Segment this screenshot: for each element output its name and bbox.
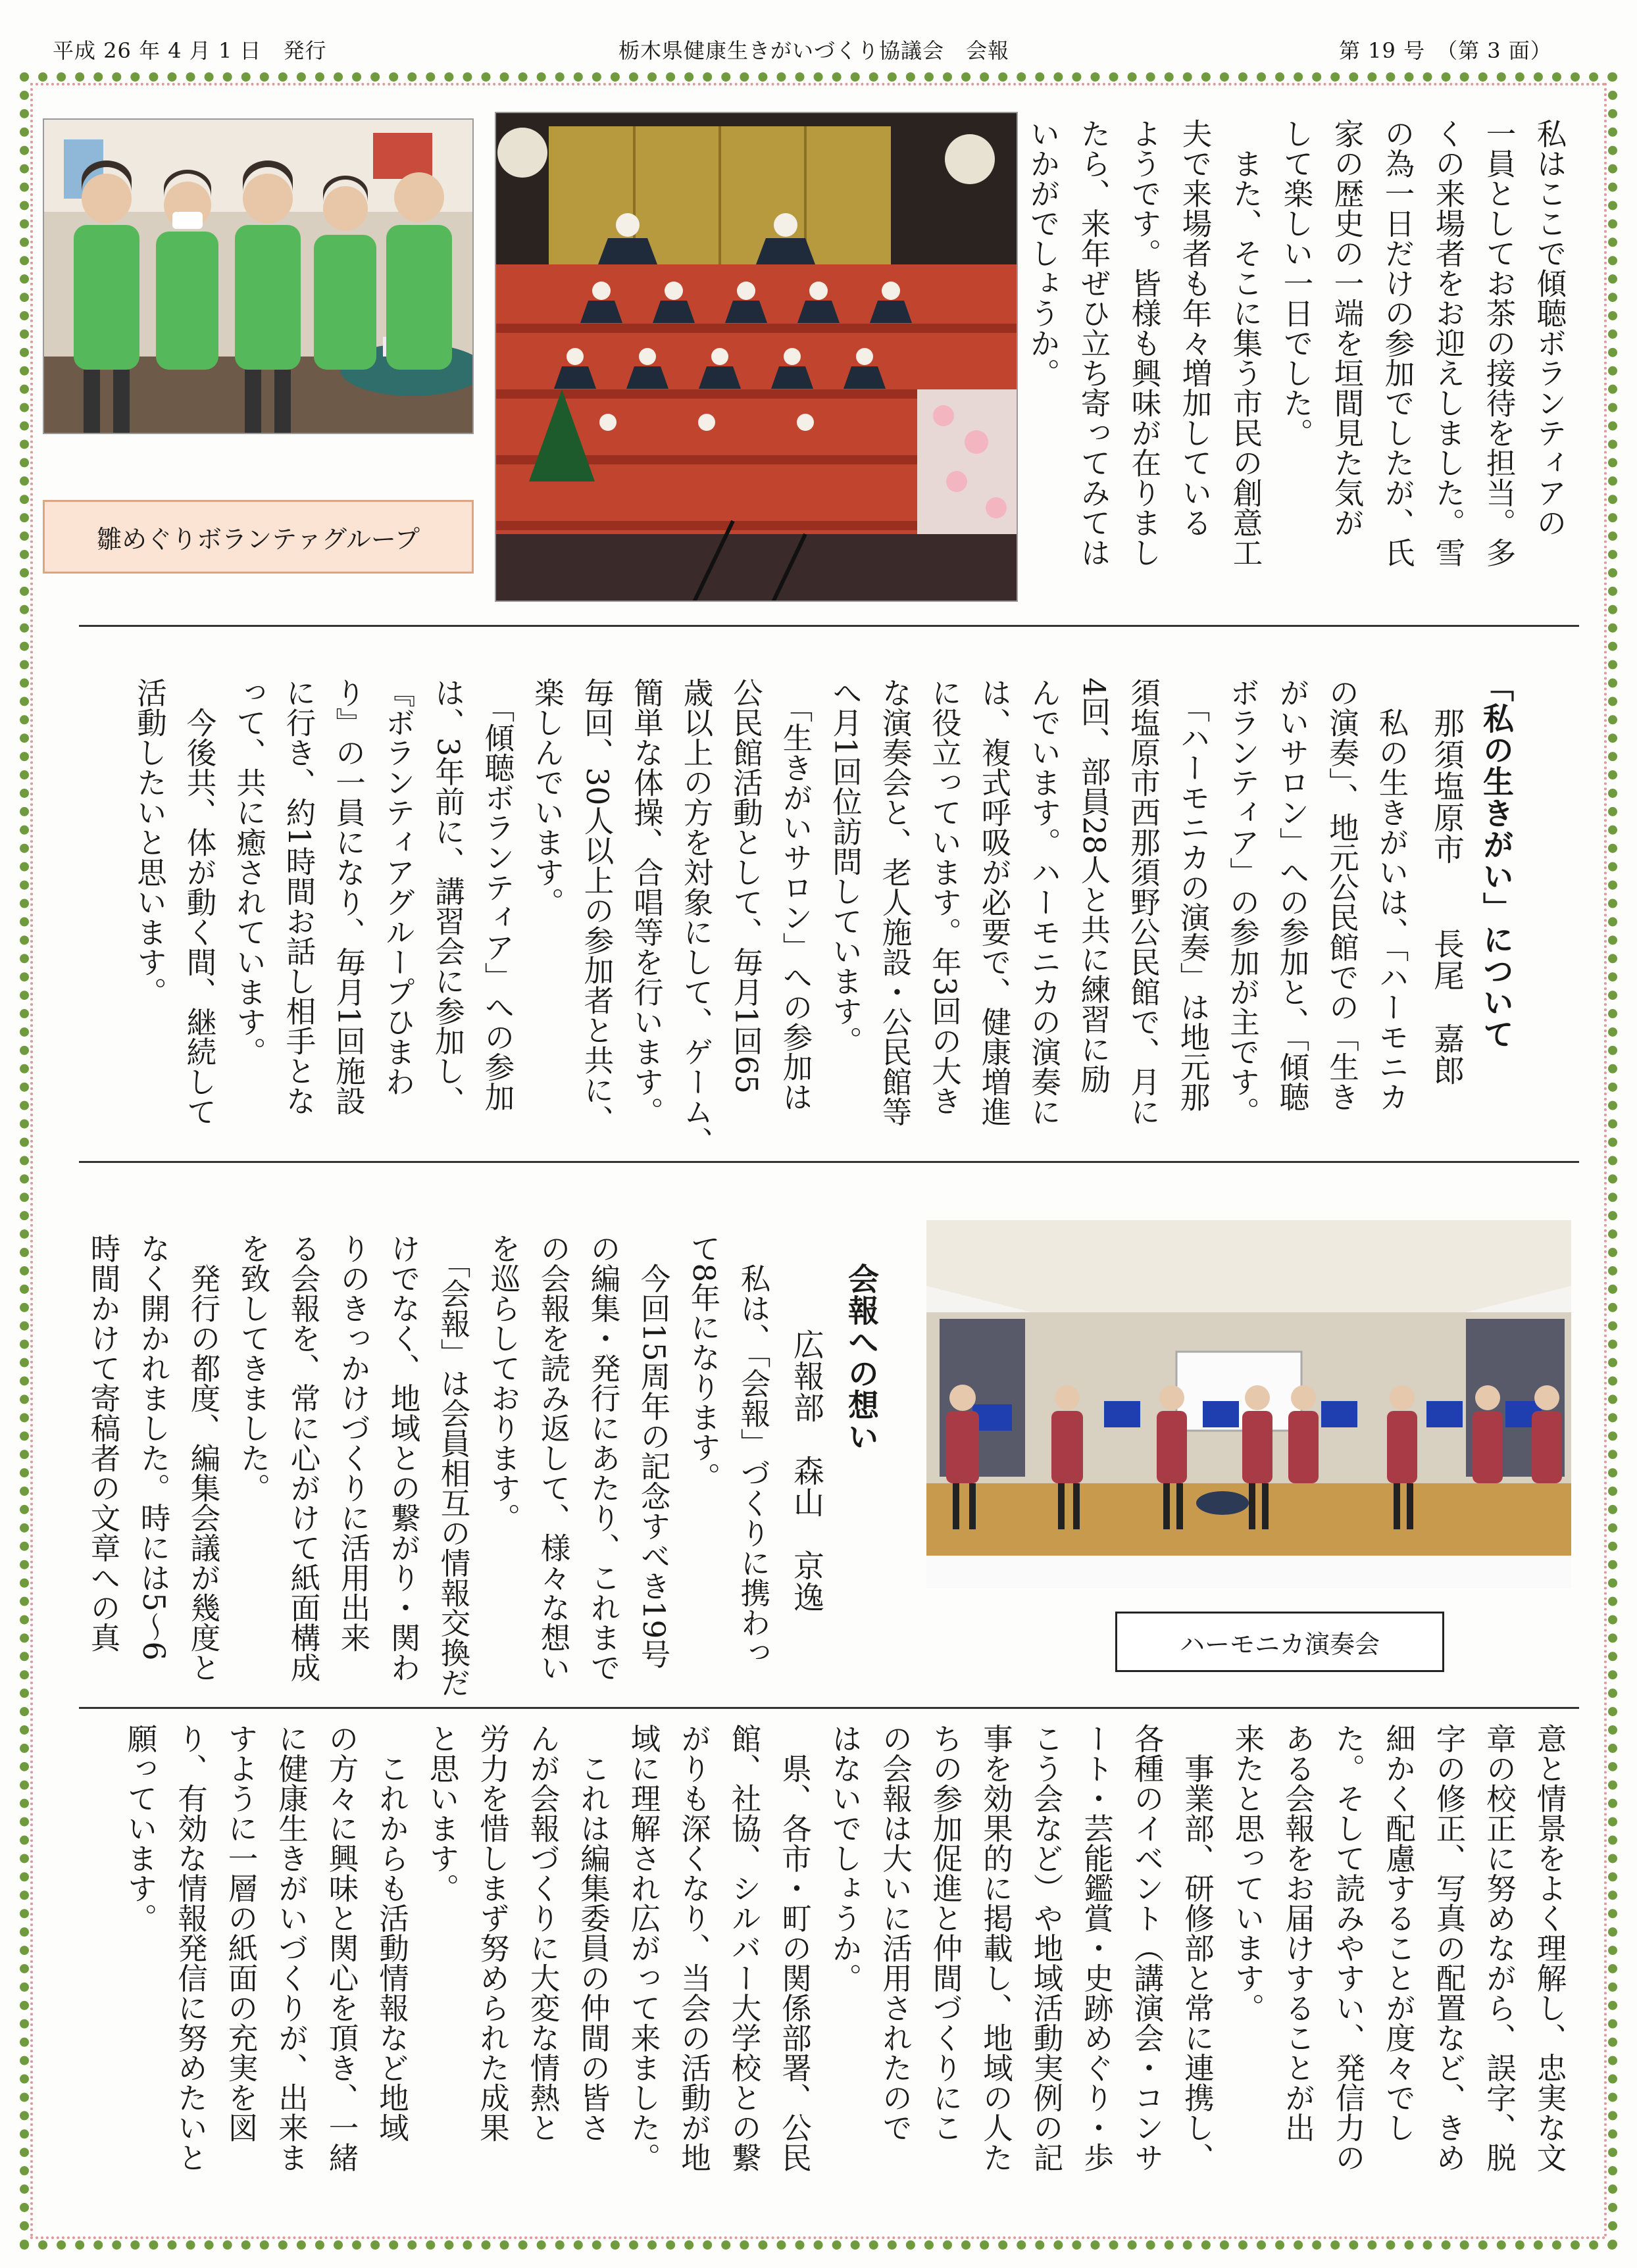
article2-line: へ月1回位訪問しています。 [828, 678, 863, 1056]
article3-line: 今回15周年の記念すべき19号 [636, 1233, 671, 1669]
article3-line: を巡らしております。 [486, 1233, 521, 1533]
article3-line: 時間かけて寄稿者の文章への真 [86, 1233, 121, 1652]
article1-line: の為一日だけの参加でしたが、氏 [1380, 118, 1415, 568]
article2-line: 「ハーモニカの演奏」は地元那 [1176, 678, 1211, 1112]
article2-line: 4回、部員28人と共に練習に励 [1076, 678, 1111, 1094]
article3-line: 私は、「会報」づくりに携わっ [736, 1233, 771, 1667]
article2-line: 今後共、体が動く間、継続して [182, 678, 217, 1127]
article3-line: ちの参加促進と仲間づくりにこ [928, 1723, 963, 2142]
article3-line: これからも活動情報など地域 [374, 1723, 410, 2142]
article2-line: 「生きがいサロン」への参加は [778, 678, 813, 1112]
volunteer-group-photo [43, 118, 474, 434]
article3-line: ート・芸能鑑賞・史跡めぐり・歩 [1079, 1723, 1115, 2173]
article2-line: ボランティア」の参加が主です。 [1225, 678, 1261, 1127]
article3-author: 広報部 森山 京逸 [788, 1329, 824, 1613]
article2-line: の演奏」、地元公民館での「生き [1324, 678, 1360, 1112]
article3-line: 来たと思っています。 [1230, 1723, 1265, 2023]
article2-line: 公民館活動として、毎月1回65 [728, 678, 764, 1094]
article2-author: 那須塩原市 長尾 嘉郎 [1428, 707, 1465, 1086]
article3-line: り、有効な情報発信に努めたいと [173, 1723, 209, 2173]
article2-line: は、3年前に、講習会に参加し、 [430, 678, 466, 1116]
photo-caption-harmonica-concert: ハーモニカ演奏会 [1115, 1612, 1444, 1672]
article2-line: 毎回、30人以上の参加者と共に、 [580, 678, 615, 1135]
article2-line: 「傾聴ボランティア」への参加 [480, 678, 515, 1112]
section-divider [79, 625, 1579, 627]
article3-line: 「会報」は会員相互の情報交換だ [436, 1233, 471, 1698]
newsletter-title: 栃木県健康生きがいづくり協議会 会報 [618, 38, 1010, 63]
article2-line: 活動したいと思います。 [132, 678, 168, 1007]
article3-line: がりも深くなり、当会の活動が地 [676, 1723, 712, 2173]
article1-line: 夫で来場者も年々増加している [1178, 118, 1213, 537]
article2-line: 楽しんでいます。 [530, 678, 565, 917]
harmonica-concert-photo [926, 1220, 1571, 1589]
article2-line: 歳以上の方を対象にして、ゲーム、 [679, 678, 714, 1156]
article1-line: して楽しい一日でした。 [1279, 118, 1314, 448]
article3-line: る会報を、常に心がけて紙面構成 [286, 1233, 321, 1683]
hina-doll-display-image [496, 113, 1018, 602]
article2-line: 簡単な体操、合唱等を行います。 [629, 678, 665, 1127]
article3-line: 館、社協、シルバー大学校との繋 [727, 1723, 762, 2173]
article1-line: 私はここで傾聴ボランティアの [1532, 118, 1567, 537]
issue-date: 平成 26 年 4 月 1 日 発行 [53, 38, 327, 63]
article2-line: 『ボランティアグループひまわ [381, 678, 416, 1097]
article3-line: た。そして読みやすい、発信力の [1331, 1723, 1366, 2173]
article3-line: 章の校正に努めながら、誤字、脱 [1482, 1723, 1517, 2173]
article3-line: すように一層の紙面の充実を図 [224, 1723, 259, 2142]
article3-line: と思います。 [425, 1723, 460, 1903]
article3-title: 会報への想い [843, 1263, 879, 1452]
section-divider [79, 1161, 1579, 1163]
article2-line: り』の一員になり、毎月1回施設 [331, 678, 366, 1116]
article3-line: の方々に興味と関心を頂き、一緒 [324, 1723, 359, 2173]
article3-line: 各種のイベント（講演会・コンサ [1130, 1723, 1165, 2173]
article3-line: の編集・発行にあたり、これまで [586, 1233, 621, 1683]
article3-line: 県、各市・町の関係部署、公民 [777, 1723, 813, 2173]
article3-line: 域に理解され広がって来ました。 [626, 1723, 661, 2173]
article2-line: んでいます。ハーモニカの演奏に [1026, 678, 1062, 1127]
article3-line: 細かく配慮することが度々でし [1381, 1723, 1417, 2142]
harmonica-concert-image [926, 1220, 1571, 1589]
photo-caption-hina-volunteers: 雛めぐりボランテァグループ [43, 500, 474, 574]
article1-line: くの来場者をお迎えしました。雪 [1431, 118, 1466, 568]
article3-line: ある会報をお届けすることが出 [1280, 1723, 1316, 2142]
article3-line: 願っています。 [123, 1723, 158, 1933]
article2-line: って、共に癒されています。 [232, 678, 267, 1067]
article3-line: の会報は大いに活用されたので [878, 1723, 913, 2142]
article3-line: て8年になります。 [686, 1233, 721, 1492]
article3-line: を致してきました。 [236, 1233, 271, 1503]
article3-line: なく開かれました。時には5～6 [136, 1233, 171, 1661]
article3-line: りのきっかけづくりに活用出来 [336, 1233, 371, 1652]
article3-line: 発行の都度、編集会議が幾度と [186, 1233, 221, 1683]
hina-doll-display-photo [495, 112, 1018, 602]
article3-line: んが会報づくりに大変な情熱と [526, 1723, 561, 2142]
article1-line: 一員としてお茶の接待を担当。多 [1482, 118, 1517, 568]
article2-line: な演奏会と、老人施設・公民館等 [878, 678, 913, 1127]
article2-title: 「私の生きがい」について [1478, 671, 1514, 1050]
article2-line: に行き、約1時間お話し相手とな [282, 678, 316, 1116]
article3-line: こう会など）や地域活動実例の記 [1029, 1723, 1064, 2173]
article3-line: 労力を惜しまず努められた成果 [475, 1723, 511, 2142]
article1-line: たら、来年ぜひ立ち寄ってみては [1076, 118, 1111, 568]
issue-number: 第 19 号 （第 3 面） [1339, 38, 1552, 63]
article1-line: また、そこに集う市民の創意工 [1228, 118, 1263, 568]
article3-line: の会報を読み返して、様々な想い [536, 1233, 571, 1683]
article3-line: 字の修正、写真の配置など、きめ [1432, 1723, 1467, 2173]
article3-line: はないでしょうか。 [828, 1723, 863, 1993]
article3-line: これは編集委員の仲間の皆さ [576, 1723, 611, 2142]
article1-line: 家の歴史の一端を垣間見た気が [1330, 118, 1365, 537]
article2-line: 私の生きがいは、「ハーモニカ [1374, 678, 1409, 1112]
article1-line: いかがでしょうか。 [1026, 118, 1061, 388]
article3-line: に健康生きがいづくりが、出来ま [274, 1723, 309, 2173]
article2-line: に役立っています。年3回の大き [927, 678, 963, 1116]
article3-line: 事を効果的に掲載し、地域の人た [978, 1723, 1014, 2173]
article3-line: 意と情景をよく理解し、忠実な文 [1532, 1723, 1567, 2173]
article3-line: 事業部、研修部と常に連携し、 [1180, 1723, 1215, 2173]
article2-line: は、複式呼吸が必要で、健康増進 [977, 678, 1012, 1127]
article1-line: ようです。皆様も興味が在りまし [1127, 118, 1162, 568]
article2-line: がいサロン」への参加と、「傾聴 [1275, 678, 1310, 1112]
section-divider [79, 1707, 1579, 1709]
article3-line: けでなく、地域との繋がり・関わ [386, 1233, 421, 1683]
volunteer-group-photo-image [44, 120, 474, 434]
article2-line: 須塩原市西那須野公民館で、月に [1126, 678, 1161, 1127]
